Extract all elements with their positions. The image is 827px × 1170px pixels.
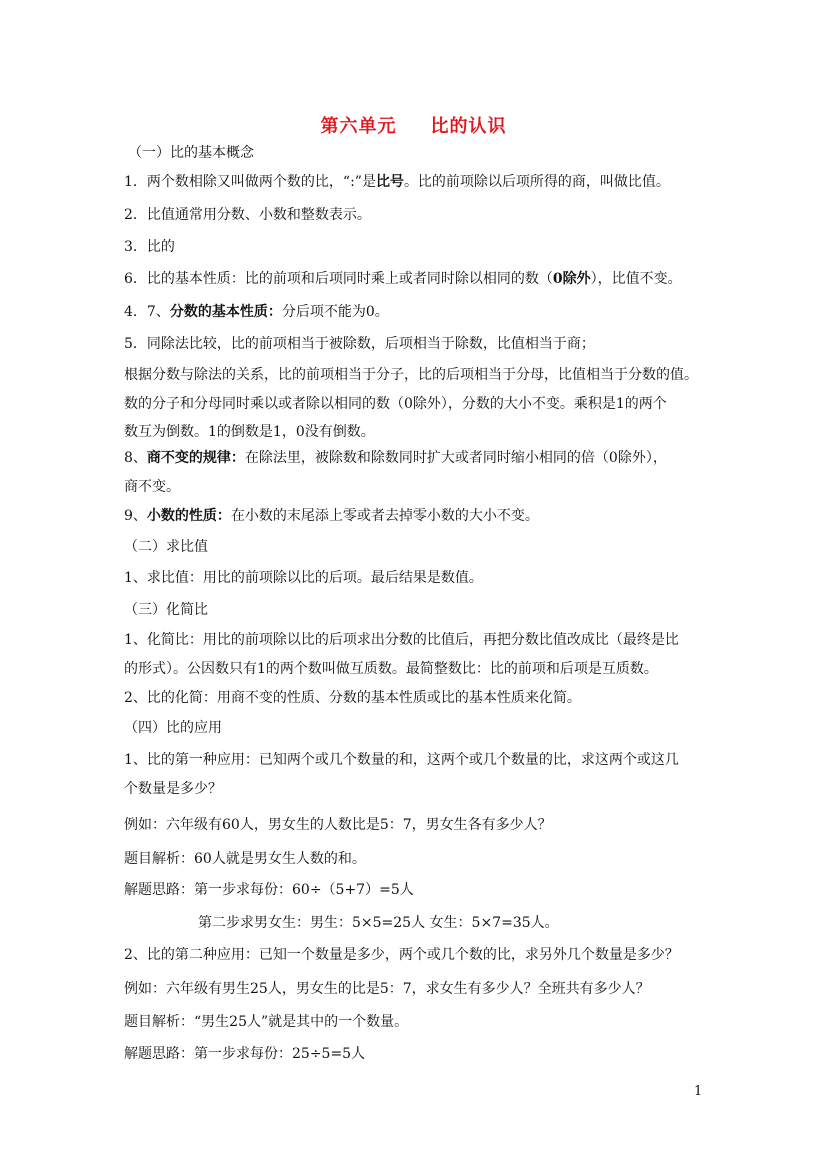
text-segment: 8、 <box>124 450 147 466</box>
text-line-l10 <box>124 422 375 442</box>
text-segment: 。比的前项除以后项所得的商，叫做比值。 <box>403 174 670 190</box>
text-segment: （一）比的基本概念 <box>128 145 254 161</box>
text-line-l16 <box>124 600 208 620</box>
bold-term: 比号 <box>375 174 404 190</box>
text-segment: 第二步求男女生：男生：5×5=25人 女生：5×7=35人。 <box>198 915 559 931</box>
text-segment: 数的分子和分母同时乘以或者除以相同的数（0除外），分数的大小不变。乘积是1的两个 <box>124 396 667 412</box>
text-line-l30 <box>124 1044 365 1064</box>
text-segment: （三）化简比 <box>124 602 208 618</box>
text-line-l18 <box>124 659 658 679</box>
text-line-l22 <box>124 779 222 799</box>
text-segment: 的形式）。公因数只有1的两个数叫做互质数。最简整数比：比的前项和后项是互质数。 <box>124 661 658 677</box>
text-line-l02 <box>124 172 670 192</box>
bold-term: 分数的基本性质： <box>169 304 282 320</box>
text-line-l17 <box>124 630 679 650</box>
text-line-l28 <box>124 979 650 999</box>
text-line-l26 <box>198 913 559 933</box>
page-number: 1 <box>694 1084 703 1099</box>
title-unit: 第六单元 <box>320 116 397 137</box>
text-line-l23 <box>124 815 552 835</box>
text-segment: 分后项不能为0。 <box>281 304 389 320</box>
text-segment: 题目解析：“男生25人”就是其中的一个数量。 <box>124 1014 409 1030</box>
text-segment: 5．同除法比较，比的前项相当于被除数，后项相当于除数，比值相当于商； <box>124 336 595 352</box>
text-segment: 3．比的 <box>124 239 175 255</box>
text-line-l09 <box>124 394 667 414</box>
bold-term: 0除外 <box>552 271 591 287</box>
text-line-l05 <box>124 269 682 289</box>
title-topic: 比的认识 <box>430 116 507 137</box>
text-segment: （二）求比值 <box>124 539 208 555</box>
bold-term: 小数的性质： <box>146 508 231 524</box>
text-line-l06 <box>124 302 389 322</box>
text-line-l08 <box>124 365 698 385</box>
text-segment: 商不变。 <box>124 479 180 495</box>
text-segment: 2、比的第二种应用：已知一个数量是多少，两个或几个数的比，求另外几个数量是多少？ <box>124 947 679 963</box>
text-segment: 1、比的第一种应用：已知两个或几个数量的和，这两个或几个数量的比，求这两个或这几 <box>124 752 679 768</box>
text-line-l24 <box>124 849 366 869</box>
text-line-l03 <box>124 205 371 225</box>
text-line-l20 <box>124 718 222 738</box>
text-segment: 例如：六年级有男生25人，男女生的比是5：7，求女生有多少人？全班共有多少人？ <box>124 981 650 997</box>
text-line-l29 <box>124 1012 408 1032</box>
text-segment: 1．两个数相除又叫做两个数的比，“:”是 <box>124 174 376 190</box>
text-segment: 2、比的化简：用商不变的性质、分数的基本性质或比的基本性质来化简。 <box>124 690 581 706</box>
text-segment: 个数量是多少？ <box>124 781 222 797</box>
text-segment: 解题思路：第一步求每份：60÷（5+7）=5人 <box>124 882 414 898</box>
text-segment: 6．比的基本性质：比的前项和后项同时乘上或者同时除以相同的数（ <box>124 271 553 287</box>
text-segment: 9、 <box>124 508 147 524</box>
text-line-l19 <box>124 688 581 708</box>
text-segment: 4．7、 <box>124 304 170 320</box>
text-line-l13 <box>124 506 539 526</box>
text-segment: 1、化简比：用比的前项除以比的后项求出分数的比值后，再把分数比值改成比（最终是比 <box>124 632 679 648</box>
text-line-l12 <box>124 477 180 497</box>
text-segment: 根据分数与除法的关系，比的前项相当于分子，比的后项相当于分母，比值相当于分数的值。 <box>124 367 698 383</box>
text-line-l25 <box>124 880 414 900</box>
text-segment: 1、求比值：用比的前项除以比的后项。最后结果是数值。 <box>124 570 483 586</box>
text-segment: 数互为倒数。1的倒数是1，0没有倒数。 <box>124 424 375 440</box>
text-segment: 解题思路：第一步求每份：25÷5=5人 <box>124 1046 366 1062</box>
text-segment: ），比值不变。 <box>590 271 682 287</box>
text-line-l21 <box>124 750 679 770</box>
text-line-l01 <box>128 143 254 163</box>
text-line-l27 <box>124 945 679 965</box>
text-segment: 在除法里，被除数和除数同时扩大或者同时缩小相同的倍（0除外）， <box>244 450 667 466</box>
text-segment: 例如：六年级有60人，男女生的人数比是5：7，男女生各有多少人？ <box>124 817 552 833</box>
text-line-l15 <box>124 568 483 588</box>
bold-term: 商不变的规律： <box>146 450 245 466</box>
text-segment: （四）比的应用 <box>124 720 222 736</box>
text-segment: 在小数的末尾添上零或者去掉零小数的大小不变。 <box>230 508 539 524</box>
text-segment: 题目解析：60人就是男女生人数的和。 <box>124 851 366 867</box>
text-line-l07 <box>124 334 595 354</box>
page-title <box>0 112 827 138</box>
text-line-l11 <box>124 448 667 468</box>
text-segment: 2．比值通常用分数、小数和整数表示。 <box>124 207 371 223</box>
text-line-l04 <box>124 237 175 257</box>
text-line-l14 <box>124 537 208 557</box>
